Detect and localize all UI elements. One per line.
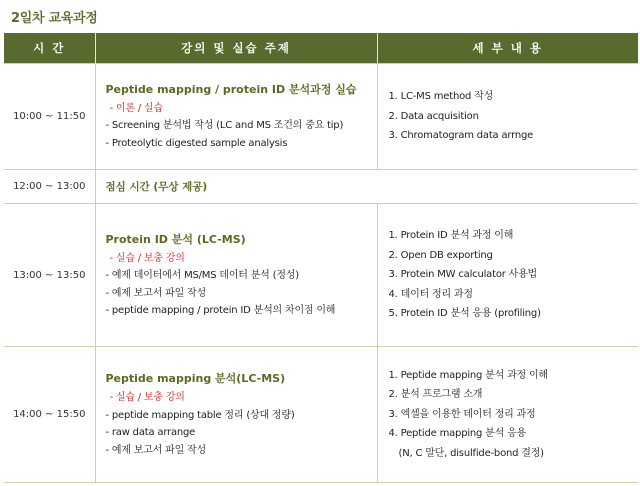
topic-title: Peptide mapping 분석(LC-MS) [105, 372, 286, 385]
row-topic [95, 204, 377, 347]
row-topic [95, 64, 377, 170]
detail-line: 2. 분석 프로그램 소개 [388, 389, 483, 401]
detail-line: 2. Data acquisition [388, 110, 479, 122]
row-time: 12:00 ~ 13:00 [4, 170, 95, 204]
detail-line: 3. Protein MW calculator 사용법 [388, 269, 538, 281]
detail-line: 2. Open DB exporting [388, 249, 493, 261]
topic-line: - Proteolytic digested sample analysis [105, 137, 288, 149]
detail-line: 4. Peptide mapping 분석 응용 [388, 428, 526, 440]
table-row [4, 170, 638, 204]
row-detail [377, 347, 638, 483]
header-topic: 강의 및 실습 주제 [95, 33, 377, 64]
topic-title: Protein ID 분석 (LC-MS) [105, 232, 246, 246]
topic-line: - peptide mapping / protein ID 분석의 차이점 이해 [105, 305, 336, 316]
table-row [4, 204, 638, 347]
page-title: 2일차 교육과정 [11, 11, 98, 26]
topic-title: Peptide mapping / protein ID 분석과정 실습 [105, 82, 357, 96]
lunch-label: 점심 시간 (무상 제공) [105, 181, 208, 193]
topic-line: - 이론 / 실습 [109, 102, 163, 114]
row-time: 14:00 ~ 15:50 [4, 347, 95, 483]
topic-line: - peptide mapping table 정리 (상대 정량) [105, 409, 295, 421]
detail-line: (N, C 말단, disulfide-bond 결정) [398, 447, 544, 459]
schedule-table [4, 33, 638, 483]
row-time: 10:00 ~ 11:50 [4, 64, 95, 170]
topic-line: - 예제 데이터에서 MS/MS 데이터 분석 (정성) [105, 270, 299, 281]
detail-line: 1. LC-MS method 작성 [388, 91, 494, 103]
table-header-row [4, 33, 638, 64]
detail-line: 3. Chromatogram data arrnge [388, 130, 534, 142]
detail-line: 4. 데이터 정리 과정 [388, 288, 473, 300]
row-topic [95, 347, 377, 483]
topic-line: - Screening 분석법 작성 (LC and MS 조건의 중요 tip) [105, 120, 344, 132]
topic-line: - raw data arrange [105, 427, 196, 438]
detail-line: 5. Protein ID 분석 응용 (profiling) [388, 308, 541, 320]
table-row [4, 347, 638, 483]
detail-line: 1. Peptide mapping 분석 과정 이해 [388, 369, 548, 381]
header-detail: 세 부 내 용 [377, 33, 638, 64]
header-time: 시 간 [4, 33, 95, 64]
detail-line: 3. 엑셀을 이용한 데이터 정리 과정 [388, 408, 536, 420]
topic-line: - 실습 / 보충 강의 [109, 252, 185, 264]
topic-line: - 예제 보고서 파일 작성 [105, 287, 206, 299]
table-row [4, 64, 638, 170]
topic-line: - 예제 보고서 파일 작성 [105, 444, 206, 456]
row-time: 13:00 ~ 13:50 [4, 204, 95, 347]
topic-line: - 실습 / 보충 강의 [109, 392, 185, 403]
row-detail [377, 204, 638, 347]
row-topic [95, 170, 638, 204]
row-detail [377, 64, 638, 170]
detail-line: 1. Protein ID 분석 과정 이해 [388, 230, 514, 242]
